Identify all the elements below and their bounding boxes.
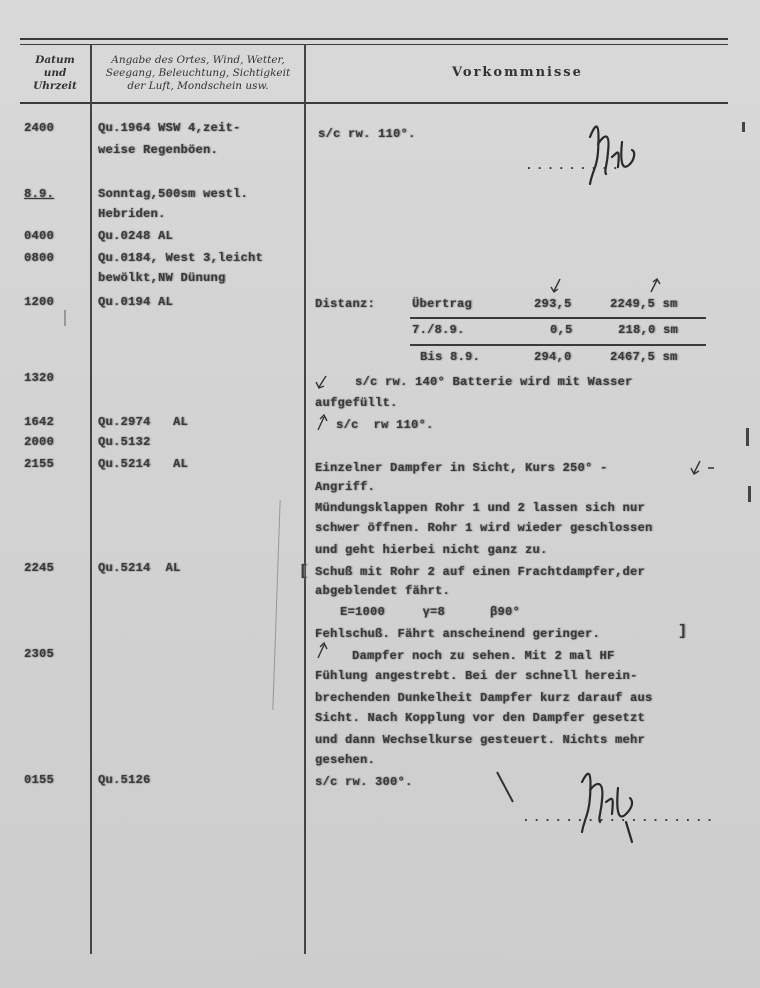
r7-place: Qu.2974 AL (98, 415, 189, 429)
r1-place-line2: weise Regenböen. (98, 143, 219, 157)
dots-1: ......... (525, 158, 623, 173)
dist-row1-label: Übertrag (412, 297, 473, 311)
pencil-arrow-up-2 (314, 642, 330, 660)
r5-place: Qu.0194 AL (98, 295, 174, 309)
header-rule-top (20, 44, 728, 45)
r10-place: Qu.5214 AL (98, 561, 181, 575)
r12-place: Qu.5126 (98, 773, 151, 787)
r11-event-line5: und dann Wechselkurse gesteuert. Nichts mehr (315, 733, 646, 747)
dist-row3-label: Bis 8.9. (420, 350, 481, 364)
r6-time: 1320 (24, 371, 55, 385)
header-col1-line1: Datum (35, 54, 75, 66)
pencil-arrow-up-1 (314, 414, 330, 432)
r4-place-line1: Qu.0184, West 3,leicht (98, 251, 264, 265)
header-rule-bottom (20, 102, 728, 104)
r11-event-line4: Sicht. Nach Kopplung vor den Dampfer gesetzt (315, 711, 646, 725)
r5-time: 1200 (24, 295, 55, 309)
r10-time: 2245 (24, 561, 55, 575)
r7-event: s/c rw 110°. (336, 418, 434, 432)
margin-mark-3 (748, 486, 751, 502)
r10-event-line2: abgeblendet fährt. (315, 584, 451, 598)
r9-event-line2: Angriff. (315, 480, 376, 494)
margin-mark-1 (742, 122, 745, 132)
signature-1 (560, 112, 650, 192)
r9-place: Qu.5214 AL (98, 457, 189, 471)
distance-label: Distanz: (315, 297, 376, 311)
r8-time: 2000 (24, 435, 55, 449)
dist-row1-total: 2249,5 sm (610, 297, 678, 311)
dist-row3-total: 2467,5 sm (610, 350, 678, 364)
header-col2-line3: der Luft, Mondschein usw. (127, 80, 269, 92)
pencil-arrow-down-1 (314, 374, 330, 390)
r9-event-line1: Einzelner Dampfer in Sicht, Kurs 250° - (315, 461, 608, 475)
dist-row1-miles: 293,5 (534, 297, 572, 311)
top-rule (20, 38, 728, 40)
r10-event-line1: Schuß mit Rohr 2 auf einen Frachtdampfer,der (315, 565, 646, 579)
header-col3-title: Vorkommnisse (452, 65, 583, 80)
r3-place: Qu.0248 AL (98, 229, 174, 243)
bracket-open: [ (299, 563, 309, 580)
r11-event-line1: Dampfer noch zu sehen. Mit 2 mal HF (352, 649, 615, 663)
margin-mark-2 (746, 428, 749, 446)
r8-place: Qu.5132 (98, 435, 151, 449)
pencil-stroke-diagonal (496, 772, 514, 803)
r9-event-line4: schwer öffnen. Rohr 1 wird wieder geschlossen (315, 521, 653, 535)
r2-place-line2: Hebriden. (98, 207, 166, 221)
dist-row2-label: 7./8.9. (412, 323, 465, 337)
r11-event-line6: gesehen. (315, 753, 376, 767)
r11-event-line2: Fühlung angestrebt. Bei der schnell herein- (315, 669, 638, 683)
column-divider-1 (90, 44, 92, 954)
r9-time: 2155 (24, 457, 55, 471)
signature-2 (560, 762, 660, 852)
r7-time: 1642 (24, 415, 55, 429)
r2-place-line1: Sonntag,500sm westl. (98, 187, 249, 201)
r10-event-line4: Fehlschuß. Fährt anscheinend geringer. (315, 627, 601, 641)
header-col2-line2: Seegang, Beleuchtung, Sichtigkeit (105, 67, 291, 79)
column-divider-2 (304, 44, 306, 954)
r4-place-line2: bewölkt,NW Dünung (98, 271, 226, 285)
header-col2 (93, 54, 303, 93)
dist-rule-2 (410, 344, 706, 346)
header-col1-line2: und (43, 67, 67, 79)
tick-arrow-up (648, 278, 662, 294)
dots-2: .................. (522, 810, 717, 825)
r9-event-line5: und geht hierbei nicht ganz zu. (315, 543, 548, 557)
dist-row2-miles: 0,5 (550, 323, 573, 337)
r12-time: 0155 (24, 773, 55, 787)
dist-rule-1 (410, 317, 706, 319)
header-col1 (22, 54, 88, 93)
tick-arrow-down (550, 278, 564, 294)
r2-date: 8.9. (24, 187, 55, 201)
header-col1-line3: Uhrzeit (33, 80, 77, 92)
r6-event-line2: aufgefüllt. (315, 396, 398, 410)
r1-event: s/c rw. 110°. (318, 127, 416, 141)
dist-row3-miles: 294,0 (534, 350, 572, 364)
r1-time: 2400 (24, 121, 55, 135)
r12-event: s/c rw. 300°. (315, 775, 413, 789)
r3-time: 0400 (24, 229, 55, 243)
bracket-close: ] (678, 623, 688, 640)
pencil-stroke-vertical (272, 500, 280, 710)
r6-event-line1: s/c rw. 140° Batterie wird mit Wasser (355, 375, 633, 389)
r9-event-line3: Mündungsklappen Rohr 1 und 2 lassen sich nur (315, 501, 646, 515)
pencil-arrow-down-2 (688, 458, 718, 478)
r11-event-line3: brechenden Dunkelheit Dampfer kurz darauf aus (315, 691, 653, 705)
r4-time: 0800 (24, 251, 55, 265)
r10-event-line3: E=1000 γ=8 β90° (340, 605, 521, 619)
dist-row2-total: 218,0 sm (618, 323, 679, 337)
margin-mark-4 (64, 310, 66, 326)
header-col2-line1: Angabe des Ortes, Wind, Wetter, (111, 54, 285, 66)
r1-place-line1: Qu.1964 WSW 4,zeit- (98, 121, 241, 135)
r11-time: 2305 (24, 647, 55, 661)
